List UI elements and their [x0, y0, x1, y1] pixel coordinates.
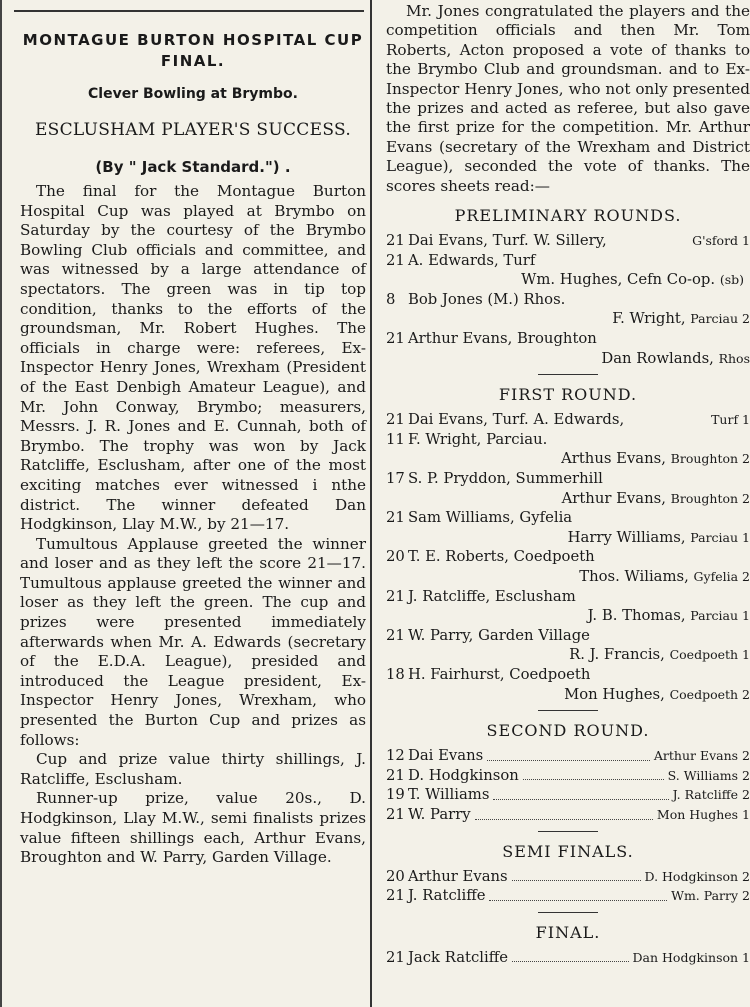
article-paragraph-4: Runner-up prize, value 20s., D. Hodgkinson, Llay M.W., semi finalists prizes value fifteen shillings each, Arthur Evans, Broughton and W. Parry, Garden Village.: [20, 789, 366, 867]
result-opponent-name: Dan Rowlands,: [601, 349, 714, 367]
first-round-results: [386, 410, 750, 704]
section-divider: [538, 710, 598, 711]
result-name: Jack Ratcliffe: [408, 948, 508, 966]
result-opponent-tail: Broughton 2: [670, 451, 750, 467]
result-name: Dai Evans, Turf. A. Edwards,: [408, 411, 625, 429]
result-left: [386, 665, 590, 685]
result-left: [386, 587, 576, 607]
headline-line1: MONTAGUE BURTON HOSPITAL CUP: [22, 31, 364, 49]
dotted-leader: [489, 886, 667, 901]
result-opponent: [386, 567, 750, 587]
result-score: 11: [386, 430, 405, 448]
result-row: [386, 587, 750, 607]
result-opponent-name: Arthur Evans 2: [653, 748, 750, 764]
result-opponent-name: F. Wright,: [612, 310, 686, 328]
second-round-results: [386, 746, 750, 824]
result-opponent-name: Wm. Parry 2: [671, 888, 750, 904]
result-opponent: [386, 349, 750, 369]
result-score: 21: [386, 587, 405, 605]
article-paragraph-1: The final for the Montague Burton Hospital Cup was played at Brymbo on Saturday by the courtesy of the Brymbo Bowling Club officials and committee, and was witnessed by a large attendance of spectators. The green was in tip top condition, thanks to the efforts of the groundsman, Mr. Robert Hughes. The officials in charge were: referees, Ex-Inspector Henry Jones, Wrexham (President of the East Denbigh Amateur League), and Mr. John Conway, Brymbo; measurers, Messrs. J. R. Jones and E. Cunnah, both of Brymbo. The trophy was won by Jack Ratcliffe, Esclusham, after one of the most exciting matches ever witnessed i nthe district. The winner defeated Dan Hodgkinson, Llay M.W., by 21—17.: [20, 182, 366, 534]
section-divider: [538, 831, 598, 832]
top-rule: [14, 10, 364, 12]
dotted-leader: [512, 867, 641, 882]
dotted-leader: [487, 746, 650, 761]
result-row: [386, 766, 750, 786]
final-heading: FINAL.: [535, 922, 601, 942]
result-opponent-name: Mon Hughes,: [564, 685, 665, 703]
result-left: [386, 626, 590, 646]
result-tail: G'sford 1: [692, 233, 750, 249]
result-name: F. Wright, Parciau.: [408, 430, 548, 448]
result-tail: Turf 1: [711, 412, 750, 428]
result-opponent-tail: (sb): [719, 272, 744, 288]
result-score: 21: [386, 411, 405, 429]
result-score: 21: [386, 509, 405, 527]
result-opponent-name: D. Hodgkinson 2: [644, 868, 750, 884]
result-row: [386, 886, 750, 906]
result-row: [386, 231, 750, 251]
result-row: [386, 746, 750, 766]
second-round-heading: SECOND ROUND.: [486, 721, 650, 741]
result-opponent-name: Dan Hodgkinson 1: [632, 949, 750, 965]
result-opponent: [386, 270, 750, 290]
result-opponent-name: Harry Williams,: [567, 528, 686, 546]
result-opponent: [386, 309, 750, 329]
result-left: [386, 547, 595, 567]
left-column: [0, 0, 372, 1007]
result-left: [386, 508, 572, 528]
headline-line2: FINAL.: [160, 52, 226, 70]
result-name: Arthur Evans, Broughton: [408, 330, 597, 348]
result-score: 18: [386, 665, 405, 683]
result-name: H. Fairhurst, Coedpoeth: [408, 665, 591, 683]
section-divider: [538, 912, 598, 913]
result-opponent-name: J. B. Thomas,: [587, 607, 686, 625]
result-score: 21: [386, 887, 405, 905]
result-row: [386, 329, 750, 349]
final-result: [386, 948, 750, 968]
result-score: 12: [386, 747, 405, 765]
result-row: [386, 430, 750, 450]
result-opponent-tail: Gyfelia 2: [693, 568, 750, 584]
result-row: [386, 508, 750, 528]
preliminary-rounds-heading: PRELIMINARY ROUNDS.: [454, 206, 682, 226]
article-paragraph-2: Tumultous Applause greeted the winner and loser and as they left the score 21—17. Tumultous applause greeted the winner and loser as they left the green. The cup and prizes were presented immediately afterwards when Mr. A. Edwards (secretary of the E.D.A. League), presided and introduced the League president, Ex-Inspector Henry Jones, Wrexham, who presented the Burton Cup and prizes as follows:: [20, 534, 366, 749]
result-row: [386, 867, 750, 887]
result-opponent: [386, 528, 750, 548]
result-name: S. P. Pryddon, Summerhill: [408, 470, 603, 487]
result-row: [386, 785, 750, 805]
result-name: W. Parry: [408, 805, 471, 823]
result-score: 21: [386, 766, 405, 784]
result-score: 20: [386, 548, 405, 566]
result-opponent-tail: Parciau 2: [690, 311, 750, 327]
semi-finals-heading: SEMI FINALS.: [502, 841, 634, 861]
result-score: 21: [386, 232, 405, 250]
result-opponent: [386, 489, 750, 509]
result-score: 21: [386, 626, 405, 644]
semi-final-results: [386, 867, 750, 906]
result-row: [386, 948, 750, 968]
result-opponent-name: J. Ratcliffe 2: [672, 787, 750, 803]
result-name: Arthur Evans: [408, 867, 508, 885]
result-row: [386, 290, 750, 310]
result-opponent: [386, 685, 750, 705]
byline: (By " Jack Standard.") .: [95, 158, 291, 176]
result-score: 21: [386, 251, 405, 269]
result-left: [386, 430, 547, 450]
result-opponent: [386, 645, 750, 665]
result-name: J. Ratcliffe, Esclusham: [408, 587, 576, 605]
result-opponent-name: Thos. Wiliams,: [579, 567, 689, 585]
result-opponent-tail: Coedpoeth 2: [669, 686, 750, 702]
result-opponent-name: S. Williams 2: [667, 767, 750, 783]
result-name: W. Parry, Garden Village: [408, 626, 590, 644]
result-opponent-tail: Broughton 2: [670, 490, 750, 506]
subhead: Clever Bowling at Brymbo.: [88, 86, 298, 102]
result-opponent-tail: Rhos: [718, 350, 750, 366]
result-row: [386, 410, 750, 430]
result-opponent-name: R. J. Francis,: [569, 646, 665, 664]
result-row: [386, 547, 750, 567]
headline: [20, 30, 366, 72]
result-opponent: [386, 606, 750, 626]
result-opponent-name: Arthus Evans,: [561, 450, 666, 468]
dotted-leader: [475, 805, 653, 820]
dotted-leader: [512, 948, 629, 963]
result-name: Bob Jones (M.) Rhos.: [408, 290, 566, 308]
right-column: [376, 0, 750, 1007]
result-opponent-name: Wm. Hughes, Cefn Co-op.: [521, 271, 716, 289]
result-opponent-tail: Parciau 1: [690, 608, 750, 624]
result-score: 21: [386, 330, 405, 348]
preliminary-results: [386, 231, 750, 368]
result-row: [386, 626, 750, 646]
deck: ESCLUSHAM PLAYER'S SUCCESS.: [34, 120, 352, 140]
result-score: 17: [386, 470, 405, 487]
result-name: T. E. Roberts, Coedpoeth: [408, 548, 595, 566]
result-name: A. Edwards, Turf: [408, 251, 536, 269]
article-paragraph-5: Mr. Jones congratulated the players and the competition officials and then Mr. Tom Roberts, Acton proposed a vote of thanks to the Brymbo Club and groundsman. and to Ex-Inspector Henry Jones, who not only presented the prizes and acted as referee, but also gave the first prize for the competition. Mr. Arthur Evans (secretary of the Wrexham and District League), seconded the vote of thanks. The scores sheets read:—: [386, 2, 750, 195]
result-opponent-tail: Parciau 1: [690, 529, 750, 545]
result-opponent-tail: Coedpoeth 1: [669, 647, 750, 663]
result-score: 21: [386, 948, 405, 966]
result-left: [386, 469, 603, 489]
result-row: [386, 665, 750, 685]
result-score: 19: [386, 786, 405, 804]
article-paragraph-3: Cup and prize value thirty shillings, J. Ratcliffe, Esclusham.: [20, 750, 366, 788]
result-score: 21: [386, 805, 405, 823]
result-row: [386, 251, 750, 271]
dotted-leader: [523, 766, 664, 781]
dotted-leader: [493, 785, 668, 800]
section-divider: [538, 374, 598, 375]
result-score: 8: [386, 290, 396, 308]
result-left: [386, 410, 624, 430]
result-score: 20: [386, 867, 405, 885]
result-name: J. Ratcliffe: [408, 887, 486, 905]
result-opponent: [386, 449, 750, 469]
result-opponent-name: Arthur Evans,: [561, 489, 666, 507]
result-opponent-name: Mon Hughes 1: [656, 806, 750, 822]
result-row: [386, 469, 750, 489]
result-name: D. Hodgkinson: [408, 766, 519, 784]
first-round-heading: FIRST ROUND.: [498, 385, 638, 405]
result-row: [386, 805, 750, 825]
result-name: Sam Williams, Gyfelia: [408, 509, 573, 527]
result-name: T. Williams: [408, 786, 490, 804]
result-name: Dai Evans, Turf. W. Sillery,: [408, 232, 607, 250]
result-name: Dai Evans: [408, 747, 484, 765]
